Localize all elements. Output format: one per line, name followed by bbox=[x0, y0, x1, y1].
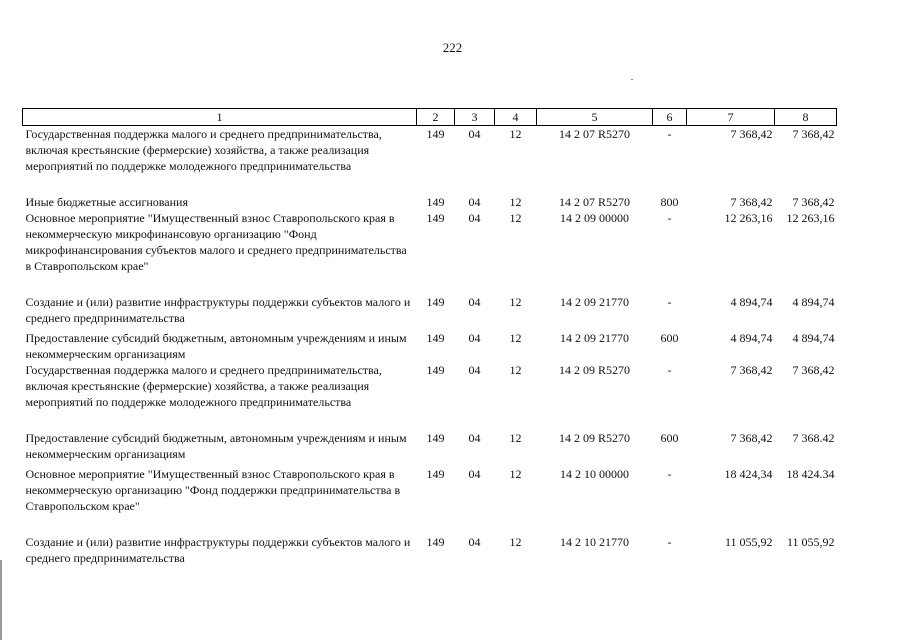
cell-target-article: 14 2 09 00000 bbox=[560, 210, 629, 225]
cell-subsection: 12 bbox=[509, 534, 522, 549]
row-name: Основное мероприятие "Имущественный взнос Ставропольского края в некоммерческую организацию "Фонд поддержки предпринимательства в Ставропольском крае" bbox=[25, 466, 401, 513]
cell-expense-type: - bbox=[667, 294, 672, 309]
cell-expense-type: - bbox=[667, 127, 672, 141]
cell-subsection: 12 bbox=[509, 294, 522, 309]
cell-amount-8: 7 368,42 bbox=[792, 362, 835, 377]
header-cell-8: 8 bbox=[775, 109, 837, 126]
cell-section: 04 bbox=[468, 362, 481, 377]
cell-ministry: 149 bbox=[426, 330, 445, 345]
header-cell-4: 4 bbox=[495, 109, 537, 126]
cell-amount-7: 7 368,42 bbox=[730, 430, 773, 445]
cell-target-article: 14 2 09 21770 bbox=[560, 330, 629, 345]
cell-expense-type: 800 bbox=[660, 194, 679, 209]
cell-amount-8: 4 894,74 bbox=[792, 330, 835, 345]
cell-subsection: 12 bbox=[509, 330, 522, 345]
header-cell-3: 3 bbox=[455, 109, 495, 126]
header-cell-6: 6 bbox=[653, 109, 687, 126]
cell-subsection: 12 bbox=[509, 430, 522, 445]
row-name: Предоставление субсидий бюджетным, автономным учреждениям и иным некоммерческим организациям bbox=[25, 430, 407, 461]
scan-edge-shadow bbox=[0, 560, 2, 640]
cell-amount-7: 18 424,34 bbox=[724, 466, 773, 481]
cell-subsection: 12 bbox=[509, 362, 522, 377]
cell-amount-8: 12 263,16 bbox=[786, 210, 835, 225]
table-row bbox=[23, 466, 837, 534]
cell-section: 04 bbox=[468, 294, 481, 309]
table-row bbox=[23, 126, 837, 194]
cell-amount-7: 4 894,74 bbox=[730, 294, 773, 309]
table-row bbox=[23, 362, 837, 430]
cell-target-article: 14 2 09 21770 bbox=[560, 294, 629, 309]
budget-table bbox=[22, 108, 837, 568]
table-row bbox=[23, 210, 837, 294]
cell-amount-7: 4 894,74 bbox=[730, 330, 773, 345]
cell-expense-type: - bbox=[667, 466, 672, 481]
cell-ministry: 149 bbox=[426, 210, 445, 225]
cell-section: 04 bbox=[468, 466, 481, 481]
cell-amount-8: 18 424.34 bbox=[786, 466, 835, 481]
cell-amount-7: 7 368,42 bbox=[730, 194, 773, 209]
header-cell-7: 7 bbox=[687, 109, 775, 126]
cell-section: 04 bbox=[468, 534, 481, 549]
row-name: Предоставление субсидий бюджетным, автономным учреждениям и иным некоммерческим организациям bbox=[25, 330, 407, 361]
cell-target-article: 14 2 09 R5270 bbox=[558, 430, 630, 445]
cell-target-article: 14 2 09 R5270 bbox=[558, 362, 630, 377]
cell-expense-type: 600 bbox=[660, 430, 679, 445]
cell-subsection: 12 bbox=[509, 210, 522, 225]
header-row bbox=[23, 109, 837, 126]
row-name: Основное мероприятие "Имущественный взнос Ставропольского края в некоммерческую микрофинансовую организацию "Фонд микрофинансирования субъектов малого и среднего предпринимательства в Ставропольском крае" bbox=[25, 210, 407, 273]
table-row bbox=[23, 534, 837, 568]
cell-ministry: 149 bbox=[426, 534, 445, 549]
cell-amount-7: 7 368,42 bbox=[730, 362, 773, 377]
row-name: Государственная поддержка малого и среднего предпринимательства, включая крестьянские (фермерские) хозяйства, а также реализация мероприятий по поддержке молодежного предпринимательства bbox=[25, 362, 382, 409]
cell-target-article: 14 2 07 R5270 bbox=[558, 194, 630, 209]
cell-target-article: 14 2 07 R5270 bbox=[558, 127, 630, 141]
cell-section: 04 bbox=[468, 194, 481, 209]
cell-expense-type: - bbox=[667, 210, 672, 225]
cell-amount-7: 11 055,92 bbox=[724, 534, 773, 549]
table-row bbox=[23, 430, 837, 466]
page-number: 222 bbox=[442, 40, 463, 55]
cell-amount-8: 7 368,42 bbox=[792, 194, 835, 209]
cell-amount-8: 11 055,92 bbox=[786, 534, 835, 549]
cell-ministry: 149 bbox=[426, 430, 445, 445]
scan-speck bbox=[631, 79, 633, 80]
cell-amount-7: 12 263,16 bbox=[724, 210, 773, 225]
row-name: Государственная поддержка малого и среднего предпринимательства, включая крестьянские (фермерские) хозяйства, а также реализация мероприятий по поддержке молодежного предпринимательства bbox=[25, 127, 382, 173]
row-name: Создание и (или) развитие инфраструктуры поддержки субъектов малого и среднего предпринимательства bbox=[25, 534, 411, 565]
header-cell-5: 5 bbox=[537, 109, 653, 126]
cell-section: 04 bbox=[468, 127, 481, 141]
cell-section: 04 bbox=[468, 430, 481, 445]
table-row bbox=[23, 294, 837, 330]
row-name: Создание и (или) развитие инфраструктуры поддержки субъектов малого и среднего предпринимательства bbox=[25, 294, 411, 325]
header-cell-1: 1 bbox=[23, 109, 417, 126]
cell-ministry: 149 bbox=[426, 466, 445, 481]
cell-section: 04 bbox=[468, 330, 481, 345]
cell-ministry: 149 bbox=[426, 362, 445, 377]
cell-target-article: 14 2 10 00000 bbox=[560, 466, 629, 481]
cell-amount-8: 7 368.42 bbox=[792, 430, 835, 445]
cell-expense-type: - bbox=[667, 534, 672, 549]
cell-section: 04 bbox=[468, 210, 481, 225]
cell-subsection: 12 bbox=[509, 127, 522, 141]
cell-expense-type: - bbox=[667, 362, 672, 377]
table-row bbox=[23, 330, 837, 362]
cell-ministry: 149 bbox=[426, 294, 445, 309]
header-cell-2: 2 bbox=[417, 109, 455, 126]
row-name: Иные бюджетные ассигнования bbox=[25, 194, 188, 209]
cell-expense-type: 600 bbox=[660, 330, 679, 345]
cell-amount-7: 7 368,42 bbox=[730, 127, 773, 141]
cell-subsection: 12 bbox=[509, 194, 522, 209]
cell-target-article: 14 2 10 21770 bbox=[560, 534, 629, 549]
table-row bbox=[23, 194, 837, 210]
cell-ministry: 149 bbox=[426, 127, 445, 141]
cell-subsection: 12 bbox=[509, 466, 522, 481]
cell-amount-8: 4 894,74 bbox=[792, 294, 835, 309]
cell-ministry: 149 bbox=[426, 194, 445, 209]
cell-amount-8: 7 368,42 bbox=[792, 127, 835, 141]
